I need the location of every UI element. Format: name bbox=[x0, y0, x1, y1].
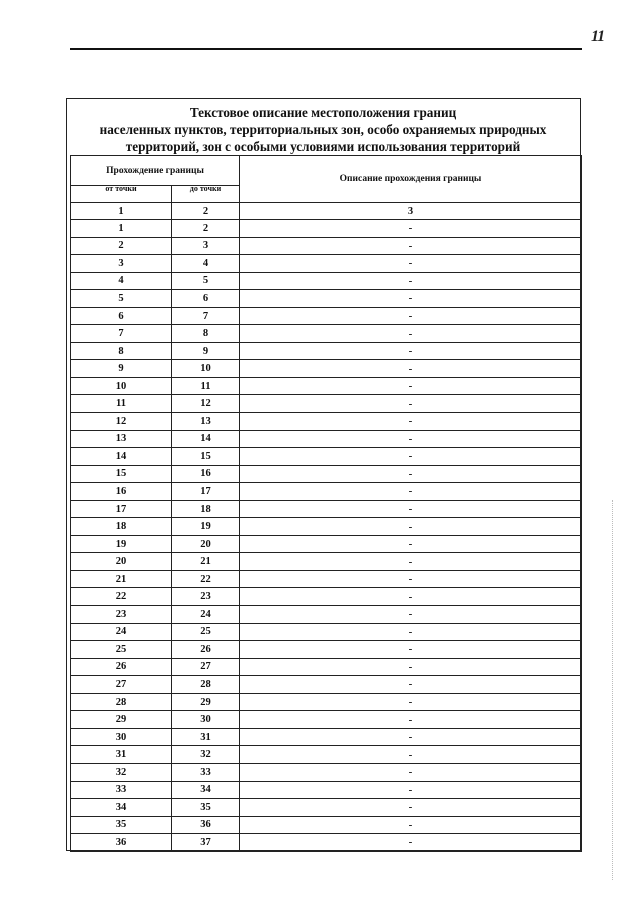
cell-to-point: 37 bbox=[172, 834, 240, 852]
cell-to-point: 21 bbox=[172, 553, 240, 571]
cell-to-point: 35 bbox=[172, 799, 240, 817]
cell-to-point: 7 bbox=[172, 307, 240, 325]
cell-description: - bbox=[240, 799, 582, 817]
cell-description: - bbox=[240, 676, 582, 694]
cell-to-point: 36 bbox=[172, 816, 240, 834]
cell-description: - bbox=[240, 711, 582, 729]
cell-to-point: 29 bbox=[172, 693, 240, 711]
table-row bbox=[71, 290, 582, 308]
cell-from-point: 16 bbox=[71, 483, 172, 501]
cell-from-point: 13 bbox=[71, 430, 172, 448]
cell-from-point: 19 bbox=[71, 535, 172, 553]
table-row bbox=[71, 570, 582, 588]
cell-description: - bbox=[240, 535, 582, 553]
cell-from-point: 23 bbox=[71, 606, 172, 624]
header-from-point: от точки bbox=[71, 186, 172, 203]
cell-to-point: 3 bbox=[172, 237, 240, 255]
cell-from-point: 7 bbox=[71, 325, 172, 343]
cell-description: - bbox=[240, 290, 582, 308]
table-row bbox=[71, 834, 582, 852]
column-number: 2 bbox=[172, 203, 240, 220]
cell-from-point: 20 bbox=[71, 553, 172, 571]
table-row bbox=[71, 342, 582, 360]
cell-from-point: 22 bbox=[71, 588, 172, 606]
cell-description: - bbox=[240, 430, 582, 448]
cell-to-point: 34 bbox=[172, 781, 240, 799]
cell-description: - bbox=[240, 413, 582, 431]
cell-from-point: 33 bbox=[71, 781, 172, 799]
table-body bbox=[71, 220, 582, 852]
page-number: 11 bbox=[591, 28, 605, 45]
cell-from-point: 28 bbox=[71, 693, 172, 711]
header-boundary-passage: Прохождение границы bbox=[71, 156, 240, 186]
table-row bbox=[71, 588, 582, 606]
cell-from-point: 2 bbox=[71, 237, 172, 255]
cell-description: - bbox=[240, 307, 582, 325]
document-title bbox=[70, 104, 576, 155]
cell-description: - bbox=[240, 360, 582, 378]
cell-description: - bbox=[240, 325, 582, 343]
table-row bbox=[71, 430, 582, 448]
column-number: 3 bbox=[240, 203, 582, 220]
cell-description: - bbox=[240, 834, 582, 852]
cell-description: - bbox=[240, 816, 582, 834]
cell-to-point: 11 bbox=[172, 377, 240, 395]
table-row bbox=[71, 816, 582, 834]
cell-from-point: 31 bbox=[71, 746, 172, 764]
cell-to-point: 5 bbox=[172, 272, 240, 290]
cell-from-point: 9 bbox=[71, 360, 172, 378]
table-row bbox=[71, 676, 582, 694]
cell-to-point: 24 bbox=[172, 606, 240, 624]
cell-from-point: 27 bbox=[71, 676, 172, 694]
table-row bbox=[71, 799, 582, 817]
table-row bbox=[71, 237, 582, 255]
cell-from-point: 3 bbox=[71, 255, 172, 273]
cell-to-point: 19 bbox=[172, 518, 240, 536]
scan-edge-marks bbox=[612, 500, 614, 880]
cell-description: - bbox=[240, 570, 582, 588]
table-row bbox=[71, 693, 582, 711]
table-row bbox=[71, 553, 582, 571]
cell-description: - bbox=[240, 588, 582, 606]
cell-to-point: 14 bbox=[172, 430, 240, 448]
title-line-1: Текстовое описание местоположения границ bbox=[189, 105, 457, 120]
cell-to-point: 28 bbox=[172, 676, 240, 694]
cell-to-point: 8 bbox=[172, 325, 240, 343]
cell-from-point: 36 bbox=[71, 834, 172, 852]
table-row bbox=[71, 535, 582, 553]
table-row bbox=[71, 781, 582, 799]
cell-to-point: 23 bbox=[172, 588, 240, 606]
cell-description: - bbox=[240, 395, 582, 413]
table-row bbox=[71, 728, 582, 746]
cell-from-point: 5 bbox=[71, 290, 172, 308]
cell-description: - bbox=[240, 448, 582, 466]
table-row bbox=[71, 307, 582, 325]
cell-to-point: 6 bbox=[172, 290, 240, 308]
cell-from-point: 26 bbox=[71, 658, 172, 676]
table-row bbox=[71, 413, 582, 431]
cell-from-point: 10 bbox=[71, 377, 172, 395]
cell-from-point: 6 bbox=[71, 307, 172, 325]
header-rule bbox=[70, 48, 582, 50]
cell-description: - bbox=[240, 518, 582, 536]
column-numbering-row bbox=[71, 203, 582, 220]
cell-to-point: 33 bbox=[172, 763, 240, 781]
cell-description: - bbox=[240, 255, 582, 273]
cell-to-point: 25 bbox=[172, 623, 240, 641]
cell-to-point: 32 bbox=[172, 746, 240, 764]
table-row bbox=[71, 500, 582, 518]
cell-to-point: 31 bbox=[172, 728, 240, 746]
cell-description: - bbox=[240, 500, 582, 518]
cell-from-point: 4 bbox=[71, 272, 172, 290]
cell-to-point: 17 bbox=[172, 483, 240, 501]
table-row bbox=[71, 395, 582, 413]
cell-from-point: 34 bbox=[71, 799, 172, 817]
cell-from-point: 1 bbox=[71, 220, 172, 238]
cell-to-point: 13 bbox=[172, 413, 240, 431]
cell-description: - bbox=[240, 465, 582, 483]
cell-description: - bbox=[240, 746, 582, 764]
cell-description: - bbox=[240, 272, 582, 290]
title-line-3: территорий, зон с особыми условиями использования территорий bbox=[125, 139, 521, 154]
table-row bbox=[71, 746, 582, 764]
cell-to-point: 10 bbox=[172, 360, 240, 378]
table-row bbox=[71, 606, 582, 624]
column-number: 1 bbox=[71, 203, 172, 220]
cell-to-point: 20 bbox=[172, 535, 240, 553]
table-row bbox=[71, 763, 582, 781]
cell-description: - bbox=[240, 553, 582, 571]
cell-from-point: 32 bbox=[71, 763, 172, 781]
cell-to-point: 26 bbox=[172, 641, 240, 659]
table-row bbox=[71, 325, 582, 343]
cell-from-point: 29 bbox=[71, 711, 172, 729]
cell-description: - bbox=[240, 781, 582, 799]
cell-to-point: 27 bbox=[172, 658, 240, 676]
cell-description: - bbox=[240, 483, 582, 501]
cell-description: - bbox=[240, 220, 582, 238]
table-row bbox=[71, 360, 582, 378]
cell-description: - bbox=[240, 342, 582, 360]
cell-from-point: 35 bbox=[71, 816, 172, 834]
cell-to-point: 30 bbox=[172, 711, 240, 729]
cell-from-point: 12 bbox=[71, 413, 172, 431]
cell-from-point: 24 bbox=[71, 623, 172, 641]
table-row bbox=[71, 623, 582, 641]
cell-description: - bbox=[240, 606, 582, 624]
table-row bbox=[71, 448, 582, 466]
cell-to-point: 12 bbox=[172, 395, 240, 413]
cell-from-point: 8 bbox=[71, 342, 172, 360]
header-to-point: до точки bbox=[172, 186, 240, 203]
cell-description: - bbox=[240, 693, 582, 711]
boundary-table bbox=[70, 155, 582, 852]
cell-description: - bbox=[240, 763, 582, 781]
table-row bbox=[71, 641, 582, 659]
cell-from-point: 21 bbox=[71, 570, 172, 588]
cell-description: - bbox=[240, 658, 582, 676]
title-line-2: населенных пунктов, территориальных зон, особо охраняемых природных bbox=[99, 122, 547, 137]
cell-description: - bbox=[240, 641, 582, 659]
cell-from-point: 15 bbox=[71, 465, 172, 483]
cell-from-point: 30 bbox=[71, 728, 172, 746]
cell-to-point: 22 bbox=[172, 570, 240, 588]
cell-to-point: 4 bbox=[172, 255, 240, 273]
cell-to-point: 2 bbox=[172, 220, 240, 238]
cell-description: - bbox=[240, 377, 582, 395]
cell-from-point: 18 bbox=[71, 518, 172, 536]
cell-description: - bbox=[240, 623, 582, 641]
cell-to-point: 18 bbox=[172, 500, 240, 518]
table-row bbox=[71, 483, 582, 501]
cell-from-point: 14 bbox=[71, 448, 172, 466]
table-row bbox=[71, 255, 582, 273]
table-row bbox=[71, 711, 582, 729]
cell-to-point: 15 bbox=[172, 448, 240, 466]
table-row bbox=[71, 465, 582, 483]
cell-from-point: 17 bbox=[71, 500, 172, 518]
cell-to-point: 9 bbox=[172, 342, 240, 360]
cell-from-point: 25 bbox=[71, 641, 172, 659]
table-row bbox=[71, 518, 582, 536]
cell-from-point: 11 bbox=[71, 395, 172, 413]
cell-description: - bbox=[240, 728, 582, 746]
table-row bbox=[71, 658, 582, 676]
table-row bbox=[71, 377, 582, 395]
header-description: Описание прохождения границы bbox=[240, 156, 582, 203]
cell-to-point: 16 bbox=[172, 465, 240, 483]
table-row bbox=[71, 272, 582, 290]
cell-description: - bbox=[240, 237, 582, 255]
table-row bbox=[71, 220, 582, 238]
